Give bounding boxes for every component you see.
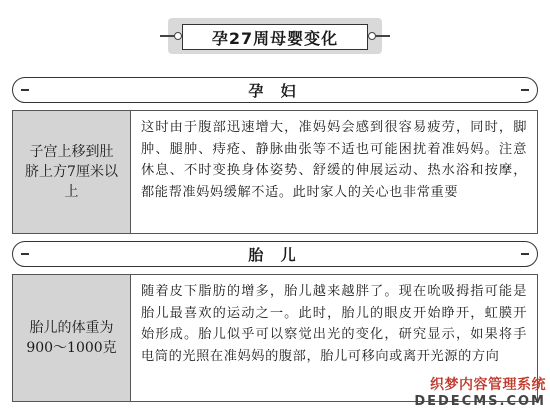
watermark xyxy=(414,374,546,409)
header-notch-right xyxy=(521,89,529,91)
watermark-text-en: DEDECMS.COM xyxy=(414,394,546,409)
row-mother-label-cell xyxy=(13,111,131,233)
row-fetus-label-cell xyxy=(13,275,131,401)
header-notch-right xyxy=(521,253,529,255)
header-notch-left xyxy=(21,89,29,91)
title-ornament-dot-left xyxy=(174,32,182,40)
section-header-mother-label: 孕 妇 xyxy=(248,81,302,100)
section-header-fetus-label: 胎 儿 xyxy=(248,245,302,264)
watermark-text-cn: 织梦内容管理系统 xyxy=(430,377,546,393)
section-header-mother xyxy=(12,77,538,103)
title-ornament-dot-right xyxy=(368,32,376,40)
row-mother xyxy=(12,110,538,234)
title-banner xyxy=(158,14,392,58)
title-box xyxy=(182,24,368,50)
row-mother-label: 子宫上移到肚脐上方7厘米以上 xyxy=(25,144,118,200)
row-mother-content-cell xyxy=(131,111,537,233)
row-fetus-label: 胎儿的体重为900～1000克 xyxy=(26,320,117,356)
page-title: 孕27周母婴变化 xyxy=(211,28,339,48)
section-header-fetus xyxy=(12,241,538,267)
row-fetus-content: 随着皮下脂肪的增多，胎儿越来越胖了。现在吮吸拇指可能是胎儿最喜欢的运动之一。此时，胎儿的眼皮开始睁开，虹膜开始形成。胎儿似乎可以察觉出光的变化，研究显示，如果将手电筒的光照在准妈妈的腹部，胎儿可移向或离开光源的方向 xyxy=(141,284,527,364)
row-mother-content: 这时由于腹部迅速增大，准妈妈会感到很容易疲劳，同时，脚肿、腿肿、痔疮、静脉曲张等不适也可能困扰着准妈妈。注意休息、不时变换身体姿势、舒缓的伸展运动、热水浴和按摩，都能帮准妈妈缓解不适。此时家人的关心也非常重要 xyxy=(141,120,527,200)
header-notch-left xyxy=(21,253,29,255)
